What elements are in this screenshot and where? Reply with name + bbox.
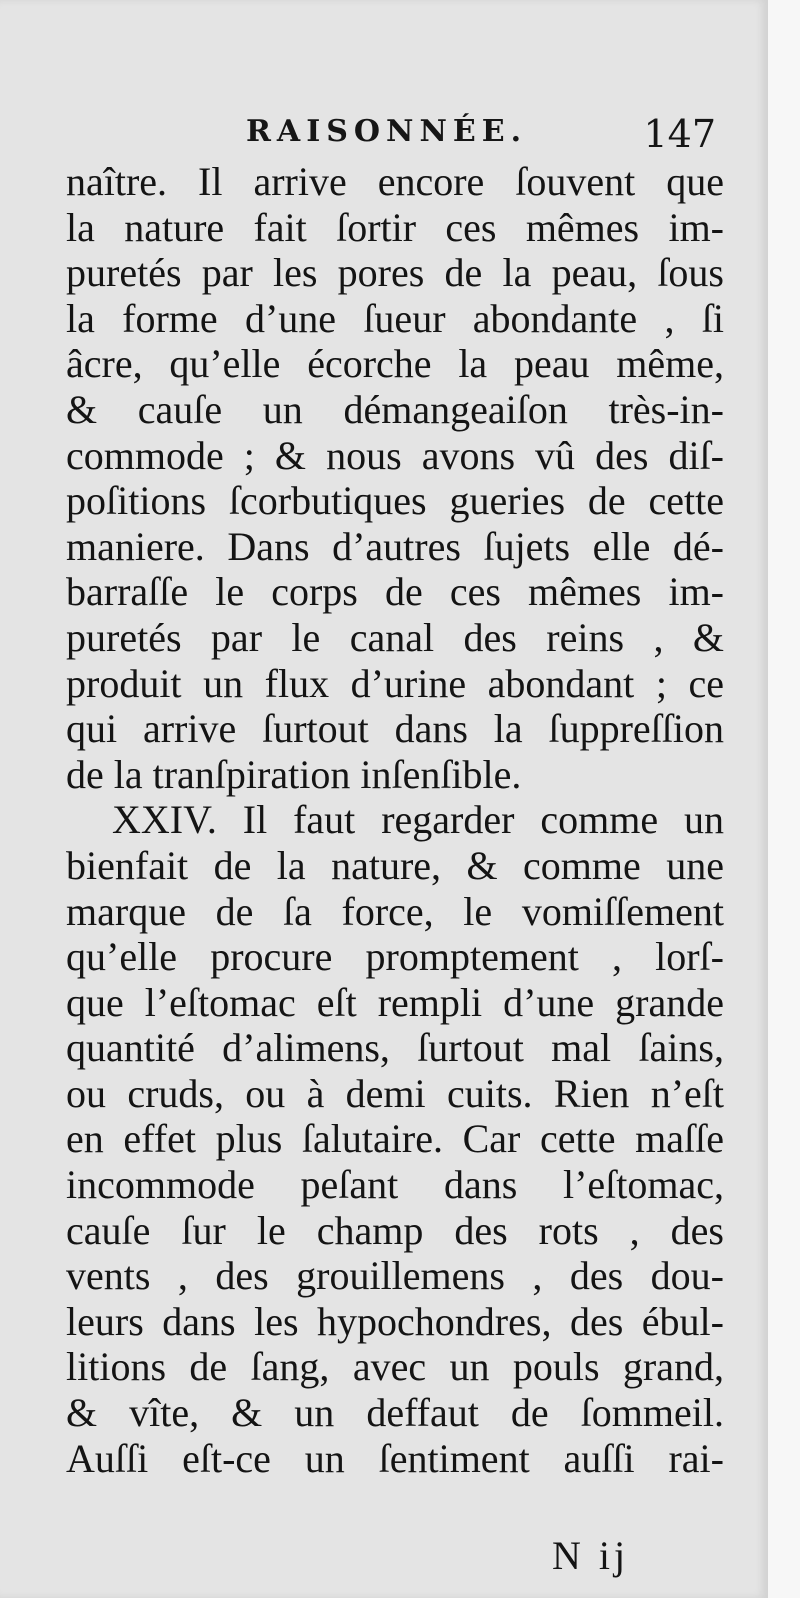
text-line: de la tranſpiration inſenſible. [66, 751, 522, 797]
text-line: poſitions ſcorbutiques gueries de cette [66, 478, 724, 524]
text-line: barraſſe le corps de ces mêmes im- [66, 569, 724, 615]
text-line: qu’elle procure promptement , lorſ- [66, 934, 724, 980]
text-line: marque de ſa force, le vomiſſement [66, 888, 724, 934]
text-line: âcre, qu’elle écorche la peau même, [66, 341, 724, 387]
text-line: Auſſi eſt-ce un ſentiment auſſi rai- [66, 1435, 724, 1481]
text-line: litions de ſang, avec un pouls grand, [66, 1344, 724, 1390]
text-line: puretés par le canal des reins , & [66, 614, 724, 660]
page-edge [768, 0, 800, 1598]
text-line: en effet plus ſalutaire. Car cette maſſe [66, 1116, 724, 1162]
text-line: maniere. Dans d’autres ſujets elle dé- [66, 523, 724, 569]
text-line: qui arrive ſurtout dans la ſuppreſſion [66, 706, 724, 752]
text-line: vents , des grouillemens , des dou- [66, 1253, 724, 1299]
text-line: XXIV. Il faut regarder comme un [112, 797, 724, 843]
page-header [66, 112, 716, 160]
text-line: que l’eſtomac eſt rempli d’une grande [66, 979, 724, 1025]
text-line: commode ; & nous avons vû des diſ- [66, 432, 724, 478]
text-line: leurs dans les hypochondres, des ébul- [66, 1298, 724, 1344]
text-line: & cauſe un démangeaiſon très-in- [66, 386, 724, 432]
body-text [66, 159, 724, 1481]
text-line: produit un flux d’urine abondant ; ce [66, 660, 724, 706]
running-title: RAISONNÉE. [246, 114, 528, 149]
text-line: la forme d’une ſueur abondante , ſi [66, 295, 724, 341]
text-line: ou cruds, ou à demi cuits. Rien n’eſt [66, 1070, 724, 1116]
text-line: cauſe ſur le champ des rots , des [66, 1207, 724, 1253]
text-line: quantité d’alimens, ſurtout mal ſains, [66, 1025, 724, 1071]
text-line: naître. Il arrive encore ſouvent que [66, 159, 724, 204]
text-line: la nature fait ſortir ces mêmes im- [66, 204, 724, 250]
text-line: & vîte, & un deffaut de ſommeil. [66, 1390, 724, 1436]
text-line: puretés par les pores de la peau, ſous [66, 250, 724, 296]
signature-mark: N ij [552, 1533, 630, 1578]
page-number: 147 [643, 112, 716, 156]
text-line: bienfait de la nature, & comme une [66, 842, 724, 888]
text-line: incommode peſant dans l’eſtomac, [66, 1162, 724, 1208]
